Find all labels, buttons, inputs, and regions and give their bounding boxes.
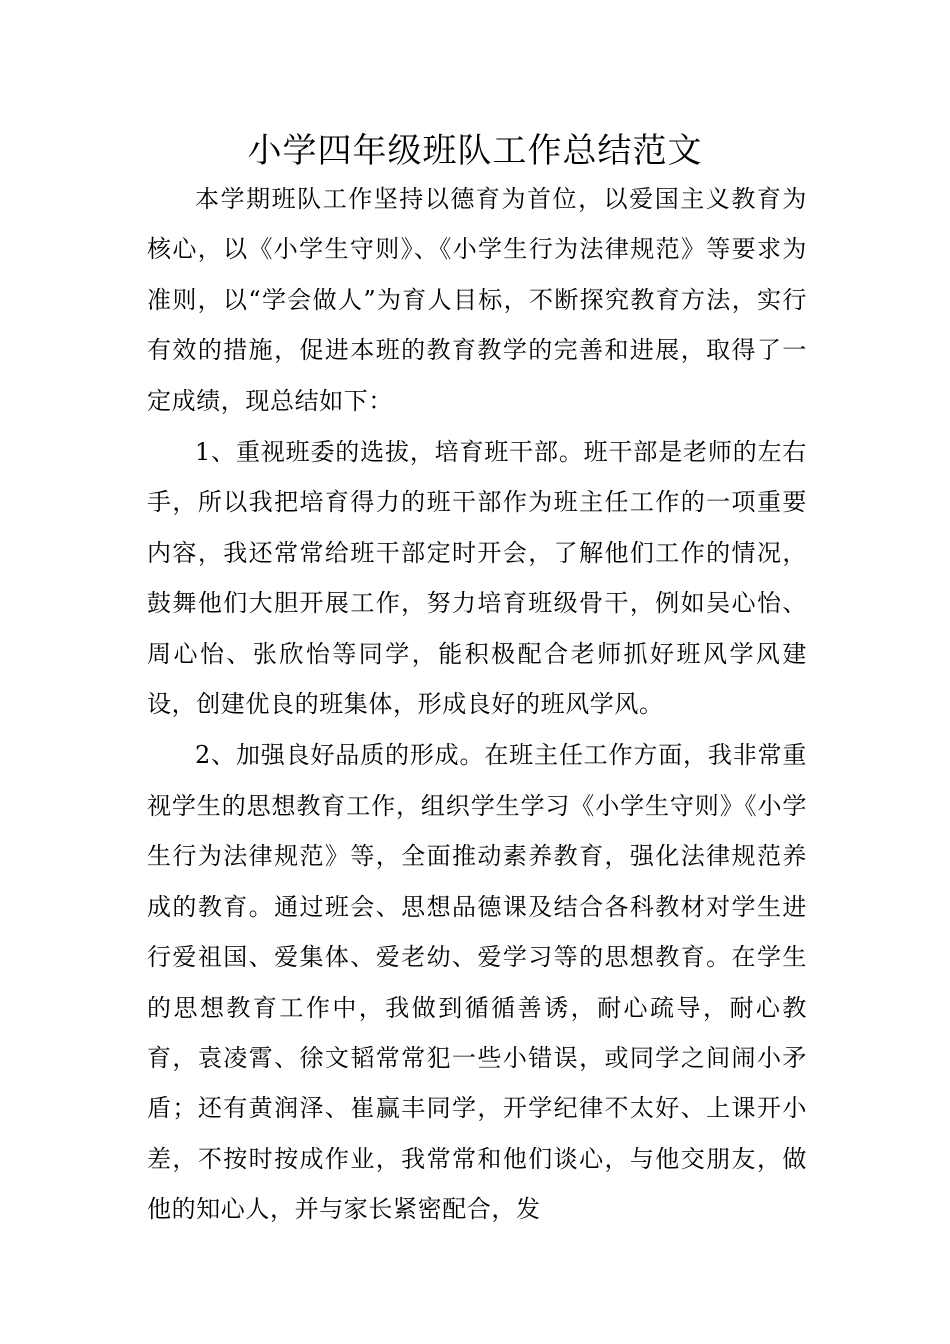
document-title: 小学四年级班队工作总结范文 — [247, 131, 703, 171]
document-body — [147, 174, 807, 1235]
paragraph-intro: 本学期班队工作坚持以德育为首位，以爱国主义教育为核心，以《小学生守则》、《小学生行为法律规范》等要求为准则，以“学会做人”为育人目标，不断探究教育方法，实行有效的措施，促进本班的教育教学的完善和进展，取得了一定成绩，现总结如下： — [147, 185, 807, 415]
paragraph-section-1: 1、重视班委的选拔，培育班干部。班干部是老师的左右手，所以我把培育得力的班干部作为班主任工作的一项重要内容，我还常常给班干部定时开会，了解他们工作的情况，鼓舞他们大胆开展工作，努力培育班级骨干，例如吴心怡、周心怡、张欣怡等同学，能积极配合老师抓好班风学风建设，创建优良的班集体，形成良好的班风学风。 — [147, 438, 807, 719]
paragraph-section-2: 2、加强良好品质的形成。在班主任工作方面，我非常重视学生的思想教育工作，组织学生学习《小学生守则》《小学生行为法律规范》等，全面推动素养教育，强化法律规范养成的教育。通过班会、思想品德课及结合各科教材对学生进行爱祖国、爱集体、爱老幼、爱学习等的思想教育。在学生的思想教育工作中，我做到循循善诱，耐心疏导，耐心教育，袁凌霄、徐文韬常常犯一些小错误，或同学之间闹小矛盾；还有黄润泽、崔赢丰同学，开学纪律不太好、上课开小差，不按时按成作业，我常常和他们谈心，与他交朋友，做他的知心人，并与家长紧密配合，发 — [147, 741, 807, 1224]
